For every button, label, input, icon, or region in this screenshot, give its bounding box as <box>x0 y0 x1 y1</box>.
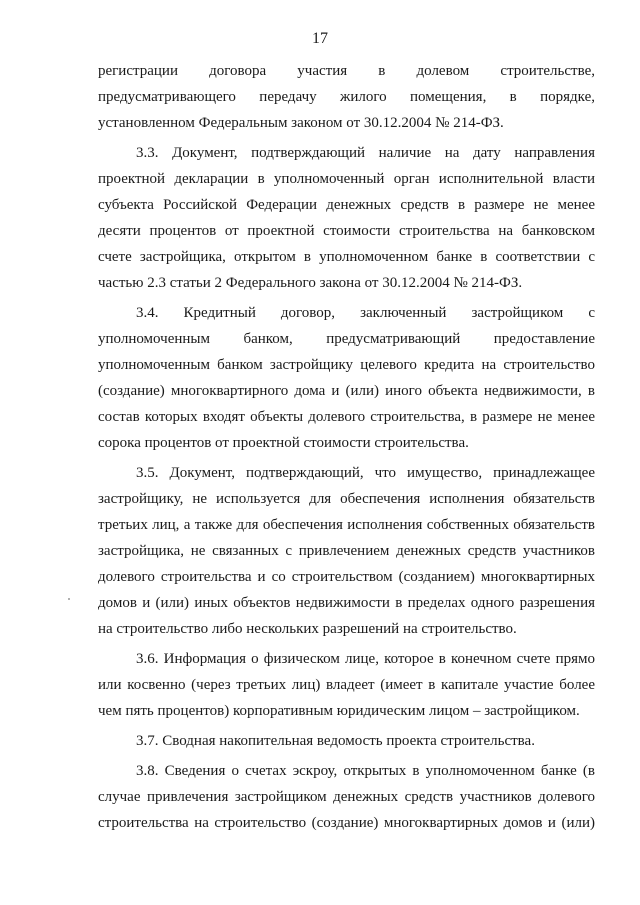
page-number: 17 <box>312 30 328 47</box>
text-line: 3.8. Сведения о счетах эскроу, открытых в уполномоченном банке (в <box>136 763 595 779</box>
text-line: 3.5. Документ, подтверждающий, что имущество, принадлежащее <box>136 465 595 481</box>
text-line: долевого строительства и со строительством (созданием) многоквартирных <box>98 569 595 585</box>
scan-speck <box>68 598 70 600</box>
text-line: 3.7. Сводная накопительная ведомость проекта строительства. <box>136 733 535 749</box>
text-line: сорока процентов от проектной стоимости строительства. <box>98 435 469 451</box>
text-line: (создание) многоквартирного дома и (или) иного объекта недвижимости, в <box>98 383 595 399</box>
text-line: случае привлечения застройщиком денежных средств участников долевого <box>98 789 595 805</box>
text-line: регистрации договора участия в долевом строительстве, <box>98 63 595 79</box>
text-line: десяти процентов от проектной стоимости строительства на банковском <box>98 223 595 239</box>
text-line: застройщика, не связанных с привлечением денежных средств участников <box>98 543 595 559</box>
text-line: застройщику, не используется для обеспечения исполнения обязательств <box>98 491 595 507</box>
text-line: уполномоченным банком застройщику целевого кредита на строительство <box>98 357 595 373</box>
text-line: чем пять процентов) корпоративным юридическим лицом – застройщиком. <box>98 703 580 719</box>
text-line: 3.4. Кредитный договор, заключенный застройщиком с <box>136 305 595 321</box>
text-line: счете застройщика, открытом в уполномоченном банке в соответствии с <box>98 249 595 265</box>
text-line: субъекта Российской Федерации денежных средств в размере не менее <box>98 197 595 213</box>
text-line: третьих лиц, а также для обеспечения исполнения собственных обязательств <box>98 517 595 533</box>
text-line: строительства на строительство (создание) многоквартирных домов и (или) <box>98 815 595 831</box>
text-line: состав которых входят объекты долевого строительства, в размере не менее <box>98 409 595 425</box>
text-line: уполномоченным банком, предусматривающий предоставление <box>98 331 595 347</box>
text-line: на строительство либо нескольких разрешений на строительство. <box>98 621 517 637</box>
text-line: частью 2.3 статьи 2 Федерального закона от 30.12.2004 № 214-ФЗ. <box>98 275 523 291</box>
text-line: 3.6. Информация о физическом лице, которое в конечном счете прямо <box>136 651 595 667</box>
text-line: домов и (или) иных объектов недвижимости в пределах одного разрешения <box>98 595 595 611</box>
text-line: предусматривающего передачу жилого помещения, в порядке, <box>98 89 595 105</box>
text-line: 3.3. Документ, подтверждающий наличие на дату направления <box>136 145 595 161</box>
text-line: или косвенно (через третьих лиц) владеет (имеет в капитале участие более <box>98 677 595 693</box>
text-line: проектной декларации в уполномоченный орган исполнительной власти <box>98 171 595 187</box>
text-line: установленном Федеральным законом от 30.12.2004 № 214-ФЗ. <box>98 115 504 131</box>
